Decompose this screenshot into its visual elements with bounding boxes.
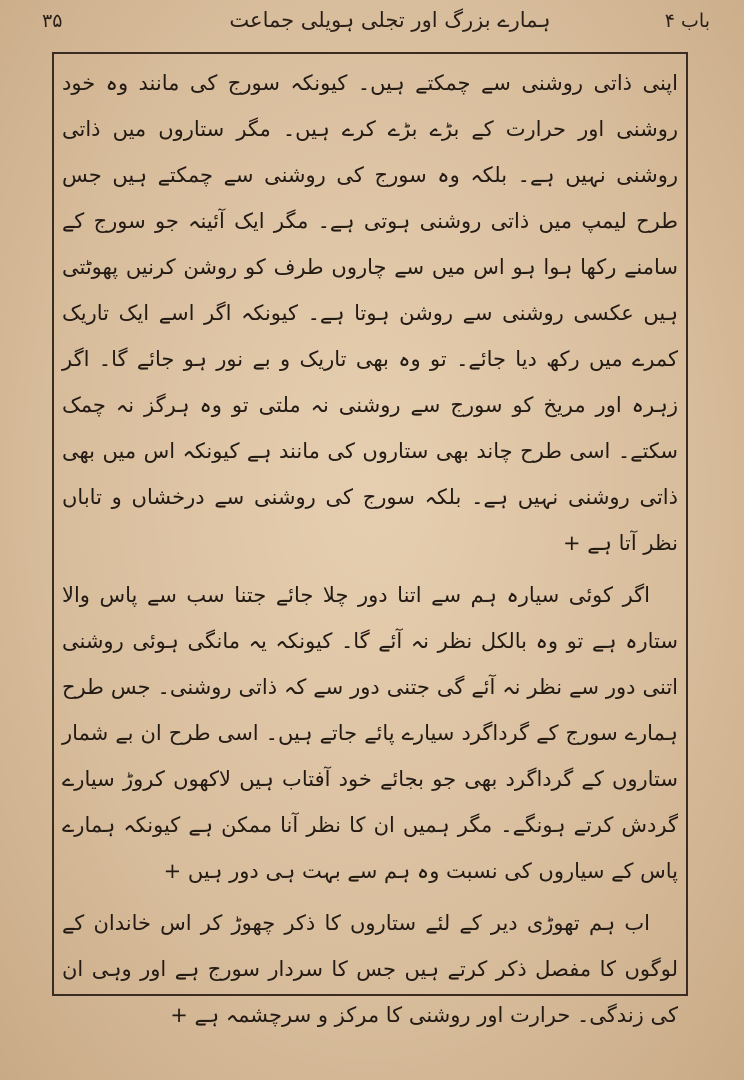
page-header [0,0,744,44]
paragraph: اب ہم تھوڑی دیر کے لئے ستاروں کا ذکر چھوڑ کر اس خاندان کے لوگوں کا مفصل ذکر کرتے ہیں جس کا سردار سورج ہے اور وہی ان کی زندگی۔ حرارت اور روشنی کا مرکز و سرچشمہ ہے + [62,911,678,1027]
running-title: ہمارے بزرگ اور تجلی ہویلی جماعت [229,8,551,32]
body-text [62,60,678,1038]
paragraph: اگر کوئی سیارہ ہم سے اتنا دور چلا جائے جتنا سب سے پاس والا ستارہ ہے تو وہ بالکل نظر نہ آئے گا۔ کیونکہ یہ مانگی ہوئی روشنی اتنی دور سے نظر نہ آئے گی جتنی دور سے کہ ذاتی روشنی۔ جس طرح ہمارے سورج کے گرداگرد سیارے پائے جاتے ہیں۔ اسی طرح ان بے شمار ستاروں کے گرداگرد بھی جو بجائے خود آفتاب ہیں لاکھوں کروڑ سیارے گردش کرتے ہونگے۔ مگر ہمیں ان کا نظر آنا ممکن ہے کیونکہ ہمارے پاس کے سیاروں کی نسبت وہ ہم سے بہت ہی دور ہیں + [62,583,678,883]
paragraph: اپنی ذاتی روشنی سے چمکتے ہیں۔ کیونکہ سورج کی مانند وہ خود روشنی اور حرارت کے بڑے بڑے کرے ہیں۔ مگر ستاروں میں ذاتی روشنی نہیں ہے۔ بلکہ وہ سورج کی روشنی سے چمکتے ہیں جس طرح لیمپ میں ذاتی روشنی ہوتی ہے۔ مگر ایک آئینہ جو سورج کے سامنے رکھا ہوا ہو اس میں سے چاروں طرف کو روشن کرنیں پھوٹتی ہیں عکسی روشنی سے روشن ہوتا ہے۔ کیونکہ اگر اسے ایک تاریک کمرے میں رکھ دیا جائے۔ تو وہ بھی تاریک و بے نور ہو جائے گا۔ اگر زہرہ اور مریخ کو سورج سے روشنی نہ ملتی تو وہ ہرگز نہ چمک سکتے۔ اسی طرح چاند بھی ستاروں کی مانند ہے کیونکہ اس میں بھی ذاتی روشنی نہیں ہے۔ بلکہ سورج کی روشنی سے درخشاں و تاباں نظر آتا ہے + [62,71,678,555]
chapter-label: باب ۴ [664,10,710,32]
page-number: ۳۵ [42,10,63,32]
